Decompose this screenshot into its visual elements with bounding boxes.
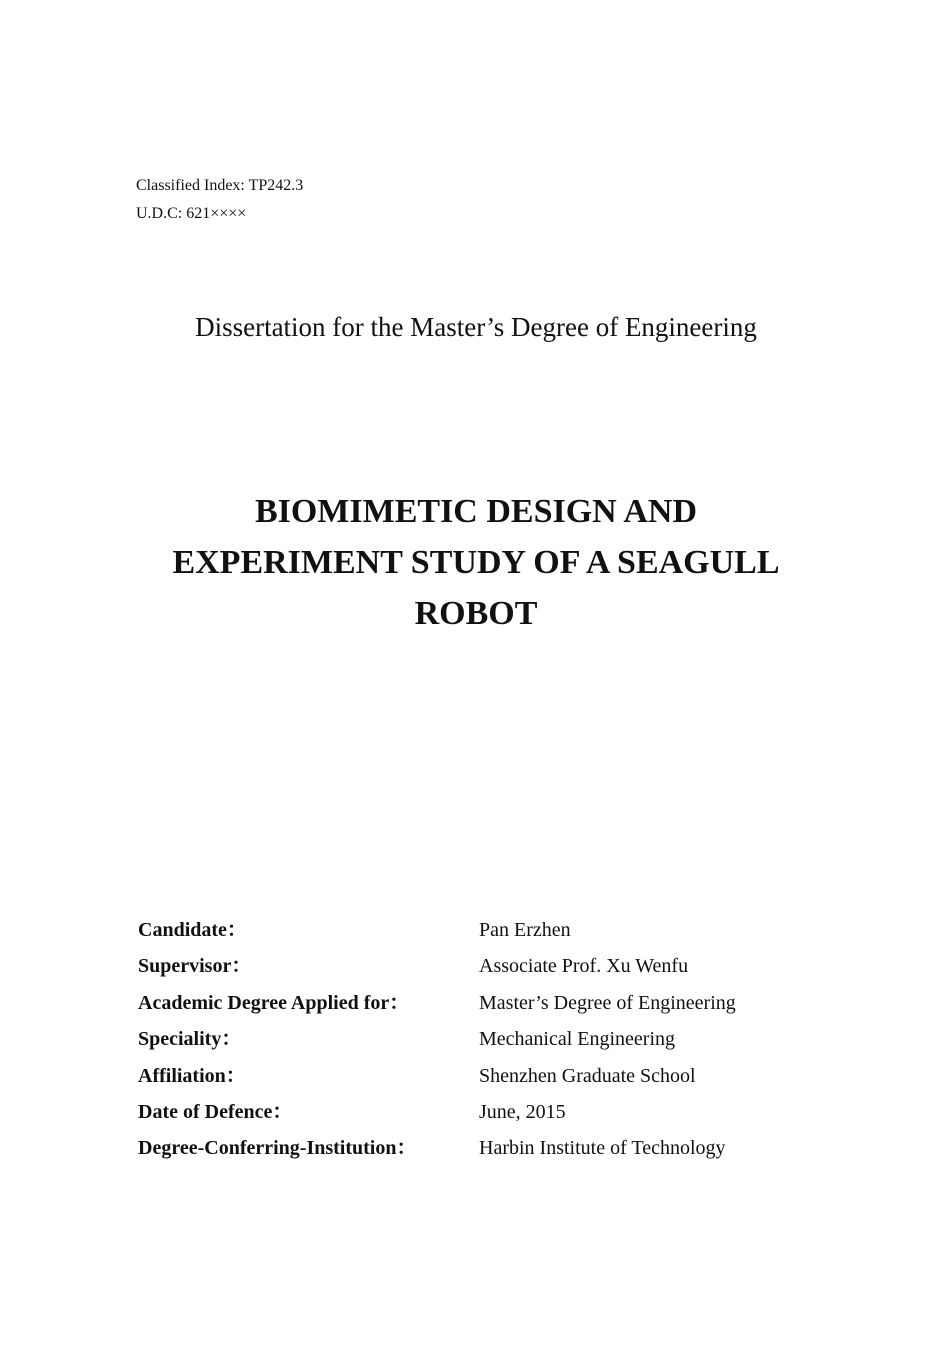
info-value: Associate Prof. Xu Wenfu	[479, 955, 689, 978]
udc-code: U.D.C: 621××××	[136, 205, 247, 222]
title-line: ROBOT	[414, 595, 538, 632]
info-value: Master’s Degree of Engineering	[479, 991, 736, 1014]
info-row-candidate	[138, 912, 736, 948]
info-value: Mechanical Engineering	[479, 1028, 676, 1051]
info-row-supervisor	[138, 948, 736, 984]
info-label: Speciality：	[138, 1028, 242, 1051]
info-value: Harbin Institute of Technology	[479, 1137, 726, 1160]
info-row-institution	[138, 1130, 736, 1166]
degree-heading: Dissertation for the Master’s Degree of Engineering	[195, 312, 757, 342]
info-label: Academic Degree Applied for：	[138, 991, 410, 1014]
info-row-date-of-defence	[138, 1094, 736, 1130]
info-value: Shenzhen Graduate School	[479, 1064, 696, 1087]
classification-block	[136, 172, 303, 228]
title-line: BIOMIMETIC DESIGN AND	[254, 493, 698, 530]
info-row-affiliation	[138, 1058, 736, 1094]
info-label: Degree-Conferring-Institution：	[138, 1137, 417, 1160]
candidate-info-table	[138, 912, 736, 1167]
info-label: Affiliation：	[138, 1064, 246, 1087]
dissertation-title	[0, 486, 952, 639]
info-row-speciality	[138, 1021, 736, 1057]
info-value: Pan Erzhen	[479, 919, 571, 941]
classified-index: Classified Index: TP242.3	[136, 177, 304, 194]
info-label: Candidate：	[138, 919, 247, 941]
title-line: EXPERIMENT STUDY OF A SEAGULL	[172, 544, 780, 581]
info-label: Date of Defence：	[138, 1100, 293, 1123]
info-value: June, 2015	[479, 1100, 566, 1123]
info-row-academic-degree	[138, 985, 736, 1021]
info-label: Supervisor：	[138, 955, 252, 978]
